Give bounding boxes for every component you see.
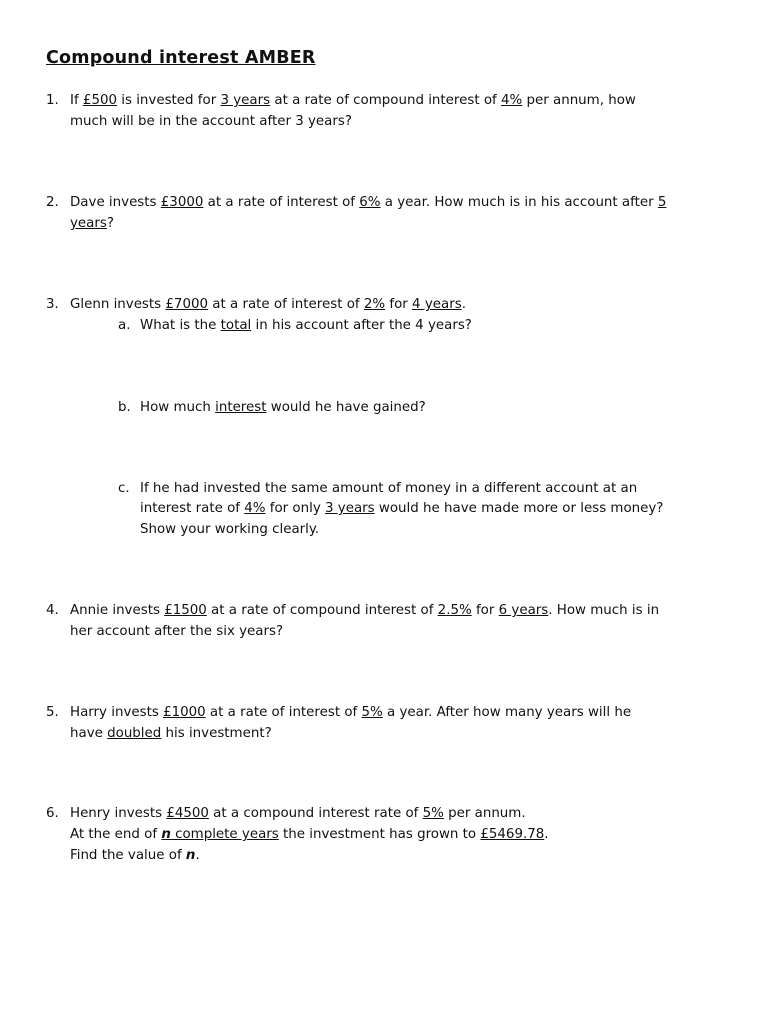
underlined-text: £4500 xyxy=(166,806,209,821)
text-segment: at a rate of compound interest of xyxy=(270,93,501,108)
underlined-text: doubled xyxy=(107,726,162,741)
text-segment: much will be in the account after 3 years? xyxy=(70,114,352,129)
question-number: b. xyxy=(118,400,131,415)
question-line xyxy=(140,316,472,336)
text-segment: would he have made more or less money? xyxy=(374,501,664,516)
underlined-text: £1000 xyxy=(163,705,206,720)
question-line xyxy=(140,499,663,519)
text-segment: If xyxy=(70,93,83,108)
question-line xyxy=(70,846,200,866)
underlined-text: £5469.78 xyxy=(480,827,545,842)
text-segment: her account after the six years? xyxy=(70,624,284,639)
underlined-text: £1500 xyxy=(164,603,207,618)
question-line xyxy=(70,91,636,111)
text-segment: at a rate of interest of xyxy=(203,195,360,210)
text-segment: have xyxy=(70,726,108,741)
underlined-text: 4% xyxy=(244,501,266,516)
underlined-text: 5% xyxy=(422,806,444,821)
question-line xyxy=(70,295,466,315)
underlined-text: complete years xyxy=(170,827,279,842)
question-number: 3. xyxy=(46,297,59,312)
underlined-text: 2% xyxy=(363,297,386,312)
question-line xyxy=(70,825,549,845)
text-segment: Annie invests xyxy=(70,603,165,618)
page-title: Compound interest AMBER xyxy=(46,48,316,68)
text-segment: a year. After how many years will he xyxy=(382,705,632,720)
text-segment: at a rate of interest of xyxy=(205,705,362,720)
text-segment: At the end of xyxy=(70,827,162,842)
question-line xyxy=(70,804,526,824)
underlined-text: 5 xyxy=(657,195,667,210)
question-number: 1. xyxy=(46,93,59,108)
text-segment: n xyxy=(185,848,196,863)
text-segment: for xyxy=(385,297,413,312)
text-segment: would he have gained? xyxy=(266,400,426,415)
text-segment: If he had invested the same amount of money in a different account at an xyxy=(140,481,638,496)
underlined-text: 4 years xyxy=(412,297,462,312)
underlined-text: 6 years xyxy=(498,603,549,618)
question-number: 6. xyxy=(46,806,59,821)
text-segment: How much xyxy=(140,400,216,415)
underlined-text: 6% xyxy=(359,195,381,210)
question-line xyxy=(70,601,659,621)
text-segment: per annum, how xyxy=(522,93,636,108)
question-line xyxy=(70,112,352,132)
text-segment: Henry invests xyxy=(70,806,167,821)
text-segment: for xyxy=(471,603,499,618)
text-segment: his investment? xyxy=(161,726,272,741)
question-line xyxy=(70,724,272,744)
question-line xyxy=(70,193,666,213)
underlined-text: years xyxy=(70,216,107,231)
underlined-text: 4% xyxy=(501,93,523,108)
question-line xyxy=(140,479,637,499)
text-segment: Harry invests xyxy=(70,705,164,720)
text-segment: . xyxy=(461,297,466,312)
text-segment: a year. How much is in his account after xyxy=(380,195,658,210)
question-line xyxy=(140,520,319,540)
text-segment: Dave invests xyxy=(70,195,161,210)
text-segment: is invested for xyxy=(117,93,221,108)
underlined-text: 3 years xyxy=(325,501,375,516)
question-line xyxy=(70,622,283,642)
text-segment: Show your working clearly. xyxy=(140,522,320,537)
question-number: 2. xyxy=(46,195,59,210)
underlined-text: £3000 xyxy=(160,195,204,210)
question-number: 5. xyxy=(46,705,59,720)
question-number: 4. xyxy=(46,603,59,618)
text-segment: at a rate of compound interest of xyxy=(206,603,438,618)
text-segment: What is the xyxy=(140,318,221,333)
text-segment: at a compound interest rate of xyxy=(208,806,423,821)
underlined-text: interest xyxy=(215,400,267,415)
underlined-text: total xyxy=(220,318,252,333)
text-segment: . How much is in xyxy=(548,603,660,618)
text-segment: interest rate of xyxy=(140,501,245,516)
text-segment: . xyxy=(544,827,549,842)
text-segment: . xyxy=(195,848,200,863)
text-segment: for only xyxy=(265,501,326,516)
question-number: c. xyxy=(118,481,130,496)
text-segment: Glenn invests xyxy=(70,297,166,312)
underlined-text: 5% xyxy=(361,705,383,720)
question-line xyxy=(140,398,426,418)
underlined-text: n xyxy=(161,827,171,842)
question-number: a. xyxy=(118,318,131,333)
underlined-text: 3 years xyxy=(220,93,271,108)
underlined-text: £7000 xyxy=(165,297,209,312)
question-line xyxy=(70,703,631,723)
text-segment: per annum. xyxy=(443,806,526,821)
text-segment: the investment has grown to xyxy=(278,827,481,842)
underlined-text: £500 xyxy=(82,93,117,108)
underlined-text: 2.5% xyxy=(437,603,472,618)
text-segment: in his account after the 4 years? xyxy=(251,318,472,333)
text-segment: ? xyxy=(106,216,114,231)
question-line xyxy=(70,214,114,234)
text-segment: at a rate of interest of xyxy=(208,297,364,312)
text-segment: Find the value of xyxy=(70,848,186,863)
